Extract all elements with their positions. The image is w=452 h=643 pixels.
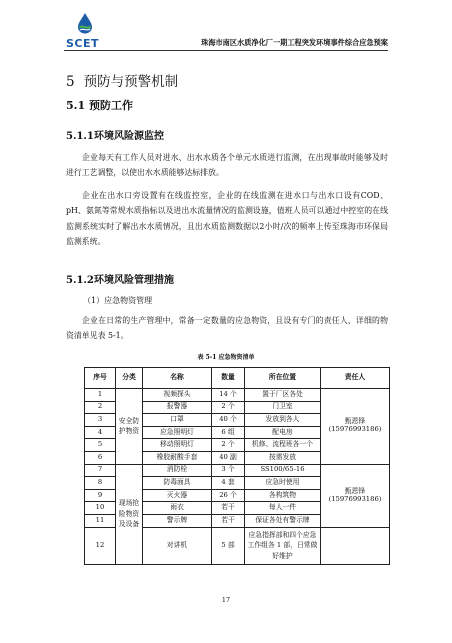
cell-location: 机修、流程班各一个 bbox=[245, 439, 321, 452]
owner-name: 甄恩锋 bbox=[344, 417, 366, 426]
cell-qty: 26 个 bbox=[212, 489, 245, 502]
page-number: 17 bbox=[221, 596, 231, 604]
management-paragraph: 企业在日常的生产管理中，常备一定数量的应急物资，且设有专门的责任人，详细的物资清单见表 5-1。 bbox=[66, 316, 388, 341]
cell-seq: 6 bbox=[85, 451, 116, 464]
cell-owner-safety bbox=[321, 389, 390, 465]
header-divider bbox=[64, 50, 388, 51]
topic-heading-monitoring bbox=[66, 127, 164, 142]
cell-qty: 若干 bbox=[212, 502, 245, 515]
cell-name: 口罩 bbox=[143, 414, 212, 427]
table-header-row bbox=[85, 368, 390, 389]
cell-seq: 11 bbox=[85, 514, 116, 527]
cell-seq: 10 bbox=[85, 502, 116, 515]
cell-qty: 4 套 bbox=[212, 477, 245, 490]
cell-name: 移动照明灯 bbox=[143, 439, 212, 452]
owner-name: 甄恩锋 bbox=[344, 486, 366, 495]
company-logo bbox=[66, 12, 106, 50]
logo-wordmark: SCET bbox=[66, 37, 100, 50]
cell-seq: 5 bbox=[85, 439, 116, 452]
cell-qty: 40 副 bbox=[212, 451, 245, 464]
cell-category-rescue: 现场抢险物资及设备 bbox=[116, 464, 143, 564]
cell-seq: 2 bbox=[85, 401, 116, 414]
emergency-supplies-table bbox=[84, 367, 390, 565]
cell-seq: 7 bbox=[85, 464, 116, 477]
cell-qty: 14 个 bbox=[212, 389, 245, 402]
cell-qty: 2 个 bbox=[212, 401, 245, 414]
cell-name: 防毒面具 bbox=[143, 477, 212, 490]
cell-seq: 8 bbox=[85, 477, 116, 490]
cell-name: 应急照明灯 bbox=[143, 426, 212, 439]
cell-seq: 3 bbox=[85, 414, 116, 427]
header-title: 珠海市南区水质净化厂一期工程突发环境事件综合应急预案 bbox=[201, 38, 388, 47]
cell-location: 各构筑物 bbox=[245, 489, 321, 502]
cell-owner-empty bbox=[321, 527, 390, 564]
cell-location: 应急指挥部和四个应急工作组各 1 部，日常做好维护 bbox=[245, 527, 321, 564]
header-category: 分类 bbox=[116, 368, 143, 389]
topic-heading-management bbox=[66, 271, 174, 286]
table-caption: 表 5-1 应急物资清单 bbox=[197, 354, 255, 361]
topic-number: 5.1.2 bbox=[66, 275, 94, 286]
cell-seq: 1 bbox=[85, 389, 116, 402]
topic-title: 环境风险源监控 bbox=[94, 131, 164, 142]
header-owner: 责任人 bbox=[321, 368, 390, 389]
subsection-heading: 5.1 预防工作 bbox=[66, 99, 133, 112]
cell-name: 橡胶耐酸手套 bbox=[143, 451, 212, 464]
header-seq: 序号 bbox=[85, 368, 116, 389]
cell-location: 发放到各人 bbox=[245, 414, 321, 427]
header-name: 名称 bbox=[143, 368, 212, 389]
cell-qty: 40 个 bbox=[212, 414, 245, 427]
topic-title: 环境风险管理措施 bbox=[94, 275, 174, 286]
cell-name: 消防栓 bbox=[143, 464, 212, 477]
cell-qty: 2 个 bbox=[212, 439, 245, 452]
table-row bbox=[85, 389, 390, 402]
cell-location: 置于厂区各处 bbox=[245, 389, 321, 402]
cell-name: 报警器 bbox=[143, 401, 212, 414]
monitoring-paragraph-1: 企业每天有工作人员对进水、出水水质各个单元水质进行监测，在出现事故时能够及时进行工艺调整，以使出水水质能够达标排放。 bbox=[66, 153, 388, 178]
header-location: 所在位置 bbox=[245, 368, 321, 389]
cell-name: 灭火器 bbox=[143, 489, 212, 502]
cell-category-safety: 安全防护物资 bbox=[116, 389, 143, 465]
cell-location: 配电房 bbox=[245, 426, 321, 439]
cell-location: SS100/65-16 bbox=[245, 464, 321, 477]
cell-location: 应急时使用 bbox=[245, 477, 321, 490]
cell-qty: 5 部 bbox=[212, 527, 245, 564]
cell-qty: 若干 bbox=[212, 514, 245, 527]
cell-location: 门卫室 bbox=[245, 401, 321, 414]
section-number: 5 bbox=[66, 74, 75, 90]
cell-qty: 3 个 bbox=[212, 464, 245, 477]
sub-heading-emergency-supplies: （1）应急物资管理 bbox=[83, 296, 153, 305]
cell-location: 保证各处有警示牌 bbox=[245, 514, 321, 527]
topic-number: 5.1.1 bbox=[66, 131, 94, 142]
section-heading bbox=[66, 70, 178, 90]
cell-seq: 9 bbox=[85, 489, 116, 502]
cell-seq: 4 bbox=[85, 426, 116, 439]
monitoring-paragraph-2: 企业在出水口旁设置有在线监控室，企业的在线监测在进水口与出水口设有COD、pH、氨氮等常规水质指标以及进出水流量情况的监测设施，值班人员可以通过中控室的在线监测系统实时了解出水水质情况，且出水质监测数据以2小时/次的频率上传至珠海市环保局监测系统。 bbox=[66, 191, 388, 247]
header-qty: 数量 bbox=[212, 368, 245, 389]
cell-seq: 12 bbox=[85, 527, 116, 564]
cell-name: 雨衣 bbox=[143, 502, 212, 515]
cell-qty: 6 组 bbox=[212, 426, 245, 439]
cell-owner-rescue bbox=[321, 464, 390, 527]
cell-name: 对讲机 bbox=[143, 527, 212, 564]
cell-location: 按需发放 bbox=[245, 451, 321, 464]
cell-location: 每人一件 bbox=[245, 502, 321, 515]
section-title: 预防与预警机制 bbox=[83, 74, 179, 90]
owner-phone: (15976993186) bbox=[328, 425, 382, 434]
table-row bbox=[85, 464, 390, 477]
water-drop-logo-icon bbox=[75, 12, 95, 34]
cell-name: 视频探头 bbox=[143, 389, 212, 402]
owner-phone: (15976993186) bbox=[328, 494, 382, 503]
cell-name: 警示牌 bbox=[143, 514, 212, 527]
